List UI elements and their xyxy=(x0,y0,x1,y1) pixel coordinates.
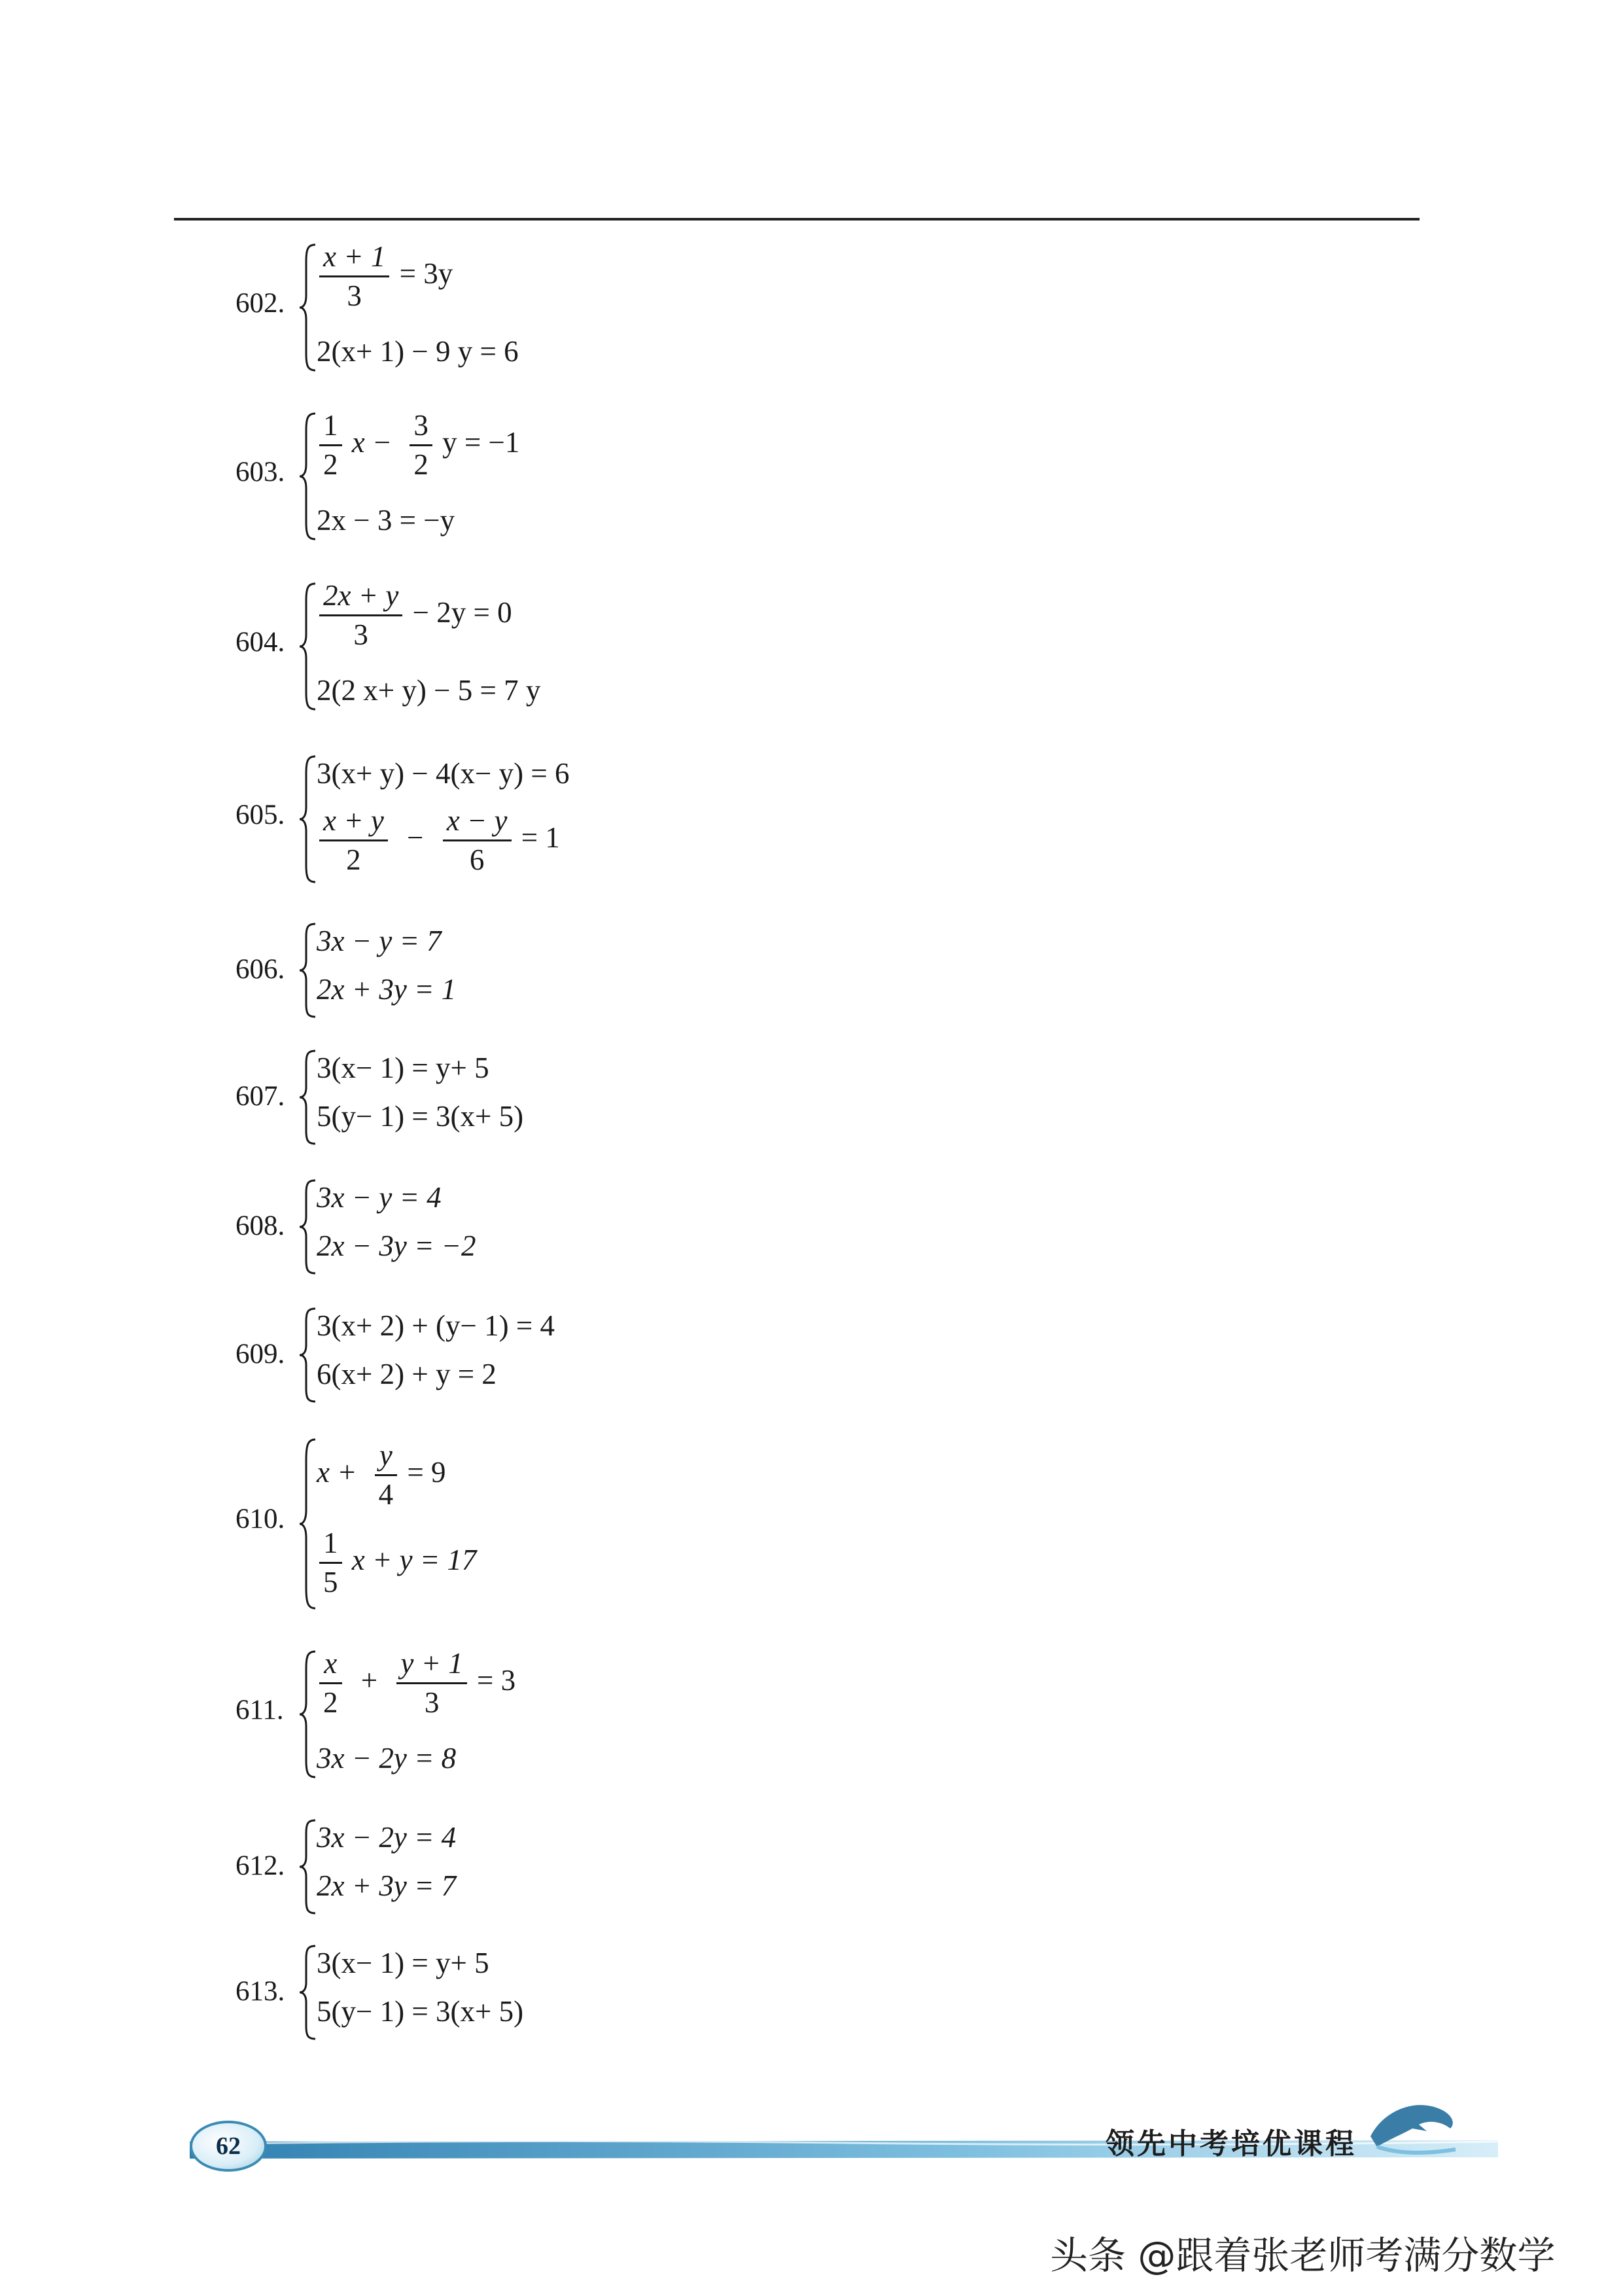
fraction: $\frac{x - y}{6}$ xyxy=(443,806,512,875)
left-brace-icon xyxy=(298,754,318,885)
left-brace-icon xyxy=(298,1178,318,1276)
fraction: $\frac{x}{2}$ xyxy=(319,1649,342,1718)
left-brace-icon xyxy=(298,1943,318,2041)
equation-line-1: $\frac{1}{2}$ x − $\frac{3}{2}$ y = −1 xyxy=(317,411,519,480)
left-brace-icon xyxy=(298,921,318,1019)
equation-line-2: 2(2 x+ y) − 5 = 7 y xyxy=(317,674,541,707)
left-brace-icon xyxy=(298,1306,318,1404)
equation-line-2: $\frac{x + y}{2}$ − $\frac{x - y}{6}$ = 1 xyxy=(317,806,560,875)
problem-number: 608. xyxy=(236,1210,285,1241)
equation-line-1: 3(x+ y) − 4(x− y) = 6 xyxy=(317,757,570,790)
problem-number: 611. xyxy=(236,1695,284,1725)
dolphin-icon xyxy=(1364,2091,1462,2163)
equation-line-2: 6(x+ 2) + y = 2 xyxy=(317,1358,497,1390)
page-number: 62 xyxy=(190,2121,267,2172)
problem-number: 609. xyxy=(236,1339,285,1369)
equation-line-1: $\frac{x + 1}{3}$ = 3y xyxy=(317,242,453,311)
left-brace-icon xyxy=(298,1048,318,1146)
equation-line-2: 2(x+ 1) − 9 y = 6 xyxy=(317,335,519,368)
problem-number: 606. xyxy=(236,954,285,985)
fraction: $\frac{x + 1}{3}$ xyxy=(319,242,389,311)
equation-line-1: 3(x+ 2) + (y− 1) = 4 xyxy=(317,1309,555,1342)
fraction: $\frac{1}{2}$ xyxy=(319,411,342,480)
left-brace-icon xyxy=(298,242,318,373)
equation-line-2: 2x + 3y = 7 xyxy=(317,1869,457,1902)
fraction: $\frac{1}{5}$ xyxy=(319,1528,342,1597)
fraction: $\frac{3}{2}$ xyxy=(410,411,432,480)
watermark: 头条 @跟着张老师考满分数学 xyxy=(1050,2233,1556,2278)
equation-line-1: 3x − y = 4 xyxy=(317,1181,442,1214)
fraction: $\frac{x + y}{2}$ xyxy=(319,806,388,875)
problem-number: 604. xyxy=(236,627,285,658)
problem-number: 602. xyxy=(236,288,285,319)
left-brace-icon xyxy=(298,411,318,542)
equation-line-2: 2x − 3y = −2 xyxy=(317,1229,476,1262)
equation-line-2: 5(y− 1) = 3(x+ 5) xyxy=(317,1100,524,1133)
equation-line-1: 3x − y = 7 xyxy=(317,925,442,957)
problem-number: 613. xyxy=(236,1976,285,2007)
left-brace-icon xyxy=(298,1818,318,1916)
problem-number: 610. xyxy=(236,1504,285,1534)
left-brace-icon xyxy=(298,581,318,712)
fraction: $\frac{y + 1}{3}$ xyxy=(396,1649,466,1718)
problem-number: 605. xyxy=(236,800,285,830)
fraction: $\frac{2x + y}{3}$ xyxy=(319,581,402,650)
fraction: $\frac{y}{4}$ xyxy=(375,1441,398,1510)
left-brace-icon xyxy=(298,1649,318,1780)
left-brace-icon xyxy=(298,1437,318,1611)
equation-line-2: 2x + 3y = 1 xyxy=(317,973,457,1006)
equation-line-1: x + $\frac{y}{4}$ = 9 xyxy=(317,1439,446,1511)
equation-line-1: $\frac{x}{2}$ + $\frac{y + 1}{3}$ = 3 xyxy=(317,1649,515,1718)
equation-line-1: 3x − 2y = 4 xyxy=(317,1821,457,1854)
equation-line-1: 3(x− 1) = y+ 5 xyxy=(317,1947,489,1979)
equation-line-1: 3(x− 1) = y+ 5 xyxy=(317,1051,489,1084)
equation-line-1: $\frac{2x + y}{3}$ − 2y = 0 xyxy=(317,581,512,650)
equation-line-2: 2x − 3 = −y xyxy=(317,504,455,537)
footer-title: 领先中考培优课程 xyxy=(1106,2127,1357,2161)
problem-number: 603. xyxy=(236,457,285,487)
problem-number: 607. xyxy=(236,1081,285,1112)
equation-line-2: 5(y− 1) = 3(x+ 5) xyxy=(317,1995,524,2028)
problem-number: 612. xyxy=(236,1850,285,1881)
equation-line-2: 3x − 2y = 8 xyxy=(317,1742,457,1775)
header-rule xyxy=(174,218,1420,221)
equation-line-2: $\frac{1}{5}$ x + y = 17 xyxy=(317,1528,476,1597)
